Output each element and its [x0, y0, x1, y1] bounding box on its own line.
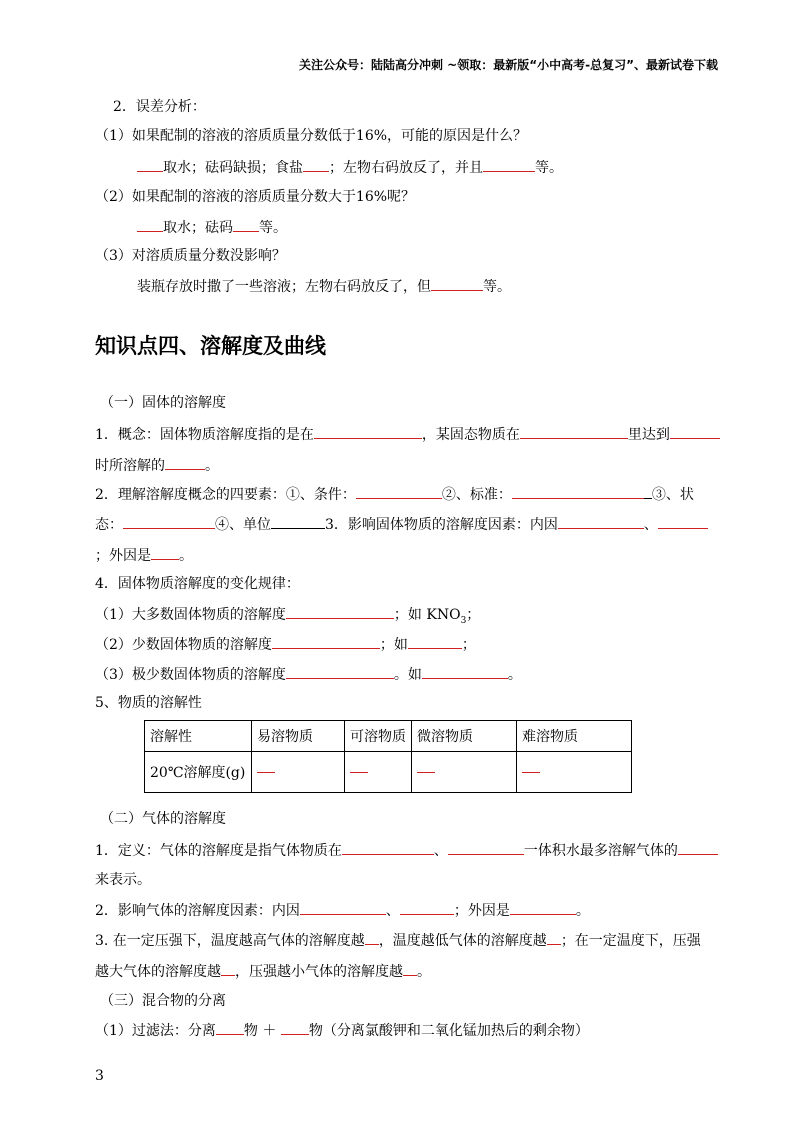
- blank[interactable]: [520, 425, 628, 439]
- text: 物（分离氯酸钾和二氧化锰加热后的剩余物）: [308, 1023, 589, 1039]
- text: ，某固态物质在: [421, 427, 520, 443]
- rule-1: [95, 605, 480, 630]
- text: 等。: [259, 220, 287, 236]
- text: ④、单位: [215, 517, 271, 533]
- blank[interactable]: [286, 605, 394, 619]
- blank[interactable]: [522, 772, 540, 773]
- blank[interactable]: [400, 901, 454, 915]
- text: 时所溶解的: [95, 458, 165, 474]
- text: 取水；砝码缺损；食盐: [163, 160, 303, 176]
- page-number: 3: [95, 1068, 104, 1084]
- gas-definition: [95, 841, 718, 860]
- blank[interactable]: [221, 962, 235, 976]
- blank[interactable]: [303, 158, 329, 172]
- blank[interactable]: [165, 456, 205, 470]
- blank[interactable]: [417, 772, 435, 773]
- blank[interactable]: [286, 665, 394, 679]
- text: 里达到: [627, 427, 670, 443]
- text: ；左物右码放反了，并且: [329, 160, 483, 176]
- rule-2: [95, 635, 476, 654]
- question-3: （3）对溶质质量分数没影响？: [95, 248, 286, 264]
- text: 一体积水最多溶解气体的: [523, 843, 678, 859]
- concept-line: [95, 425, 720, 444]
- question-2: （2）如果配制的溶液的溶质质量分数大于16%呢？: [95, 189, 416, 205]
- answer-2: [137, 218, 287, 237]
- text: 装瓶存放时撒了一些溶液；左物右码放反了，但: [137, 279, 431, 295]
- row-label: 20℃溶解度(g): [145, 752, 252, 793]
- blank[interactable]: [281, 1021, 309, 1035]
- text: ③、状: [651, 487, 694, 503]
- text: 3．影响固体物质的溶解度因素：内因: [325, 517, 558, 533]
- table-header: 难溶物质: [517, 721, 632, 752]
- text: ；外因是: [453, 903, 510, 919]
- blank[interactable]: [644, 485, 652, 499]
- rule-title: 4．固体物质溶解度的变化规律：: [95, 576, 300, 592]
- blank[interactable]: [403, 962, 417, 976]
- text: 1．定义：气体的溶解度是指气体物质在: [95, 843, 342, 859]
- gas-definition-2: 来表示。: [95, 872, 151, 888]
- solid-heading: （一）固体的溶解度: [100, 395, 226, 411]
- text: 取水；砝码: [163, 220, 233, 236]
- blank[interactable]: [448, 841, 524, 855]
- text: 。: [417, 964, 431, 980]
- blank[interactable]: [342, 841, 434, 855]
- blank[interactable]: [271, 515, 325, 529]
- solubility-title: 5、物质的溶解性: [95, 695, 202, 711]
- four-elements-line-2: [95, 515, 708, 534]
- text: ；外因是: [95, 548, 151, 564]
- blank[interactable]: [512, 485, 644, 499]
- text: 。: [507, 667, 522, 683]
- error-analysis-title: 2．误差分析：: [113, 99, 206, 115]
- text: 。如: [393, 667, 422, 683]
- text: （2）少数固体物质的溶解度: [95, 637, 272, 653]
- text: 。: [205, 458, 219, 474]
- text: 2．影响气体的溶解度因素：内因: [95, 903, 300, 919]
- blank[interactable]: [483, 158, 535, 172]
- text: ；在一定温度下，压强: [560, 933, 701, 949]
- blank[interactable]: [314, 425, 422, 439]
- blank[interactable]: [216, 1021, 244, 1035]
- text: ，温度越低气体的溶解度越: [378, 933, 547, 949]
- blank[interactable]: [350, 772, 368, 773]
- text: ②、标准：: [441, 487, 512, 503]
- text: 等。: [483, 279, 511, 295]
- text: 。: [575, 903, 590, 919]
- blank[interactable]: [300, 901, 386, 915]
- blank[interactable]: [233, 218, 259, 232]
- mixture-heading: （三）混合物的分离: [100, 993, 226, 1009]
- four-elements-line: [95, 485, 694, 504]
- gas-heading: （二）气体的溶解度: [100, 811, 226, 827]
- text: 。: [179, 548, 193, 564]
- blank[interactable]: [510, 901, 576, 915]
- blank[interactable]: [137, 218, 163, 232]
- blank[interactable]: [408, 635, 462, 649]
- table-cell[interactable]: [252, 752, 345, 793]
- blank[interactable]: [678, 841, 718, 855]
- blank[interactable]: [658, 515, 708, 529]
- blank[interactable]: [365, 931, 379, 945]
- text: 等。: [535, 160, 563, 176]
- table-cell[interactable]: [517, 752, 632, 793]
- text: 、: [643, 517, 658, 533]
- table-cell[interactable]: [345, 752, 412, 793]
- table-header: 溶解性: [145, 721, 252, 752]
- gas-law-2: [95, 962, 431, 981]
- answer-1: [137, 158, 563, 177]
- table-header: 微溶物质: [412, 721, 517, 752]
- text: 、: [385, 903, 400, 919]
- text: ；: [466, 607, 481, 623]
- page-header: 关注公众号：陆陆高分冲刺 ~领取：最新版“小中高考-总复习”、最新试卷下载: [299, 58, 718, 72]
- gas-law: [95, 931, 701, 950]
- blank[interactable]: [272, 635, 380, 649]
- blank[interactable]: [123, 515, 215, 529]
- blank[interactable]: [547, 931, 561, 945]
- blank[interactable]: [356, 485, 442, 499]
- blank[interactable]: [422, 665, 508, 679]
- text: 2．理解溶解度概念的四要素：①、条件：: [95, 487, 356, 503]
- text: ；如: [379, 637, 408, 653]
- text: 越大气体的溶解度越: [95, 964, 221, 980]
- text: （1）过滤法：分离: [95, 1023, 216, 1039]
- text: 态：: [95, 517, 123, 533]
- text: 物 ＋: [243, 1023, 281, 1039]
- text: ；如 KNO: [393, 607, 461, 623]
- text: 3. 在一定压强下，温度越高气体的溶解度越: [95, 933, 365, 949]
- filtration-line: [95, 1021, 589, 1040]
- blank[interactable]: [558, 515, 644, 529]
- text: 、: [433, 843, 448, 859]
- gas-factors: [95, 901, 590, 920]
- table-header: 易溶物质: [252, 721, 345, 752]
- four-elements-line-3: [95, 546, 193, 565]
- text: 1．概念：固体物质溶解度指的是在: [95, 427, 314, 443]
- blank[interactable]: [431, 277, 483, 291]
- table-cell[interactable]: [412, 752, 517, 793]
- table-header: 可溶物质: [345, 721, 412, 752]
- text: ，压强越小气体的溶解度越: [235, 964, 403, 980]
- rule-3: [95, 665, 522, 684]
- concept-line-2: [95, 456, 219, 475]
- answer-3: [137, 277, 511, 296]
- blank[interactable]: [670, 425, 720, 439]
- solubility-table: [144, 720, 632, 793]
- question-1: （1）如果配制的溶液的溶质质量分数低于16%，可能的原因是什么？: [95, 128, 528, 144]
- subscript: 3: [460, 615, 467, 626]
- blank[interactable]: [257, 772, 275, 773]
- section-title: 知识点四、溶解度及曲线: [95, 334, 326, 358]
- text: （1）大多数固体物质的溶解度: [95, 607, 286, 623]
- blank[interactable]: [151, 546, 179, 560]
- text: ；: [461, 637, 476, 653]
- blank[interactable]: [137, 158, 163, 172]
- text: （3）极少数固体物质的溶解度: [95, 667, 286, 683]
